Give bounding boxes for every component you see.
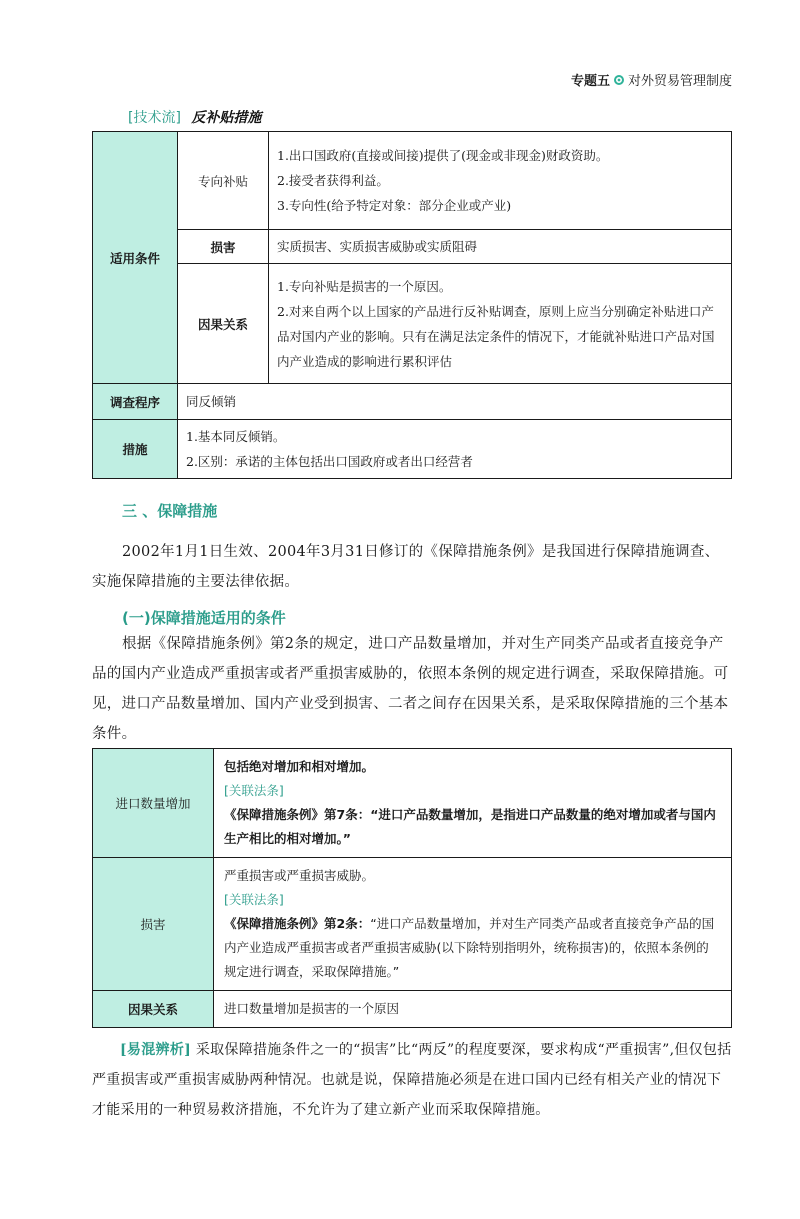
measures-cell <box>178 420 732 479</box>
tagline-title: 反补贴措施 <box>191 110 262 126</box>
quantity-cell <box>214 749 732 858</box>
measures-item: 1.基本同反倾销。 <box>186 429 286 444</box>
tech-tag: [技术流] <box>128 110 181 126</box>
causal-cell-2: 进口数量增加是损害的一个原因 <box>214 991 732 1028</box>
chapter-label: 专题五 <box>570 74 610 89</box>
section-heading: 三 、保障措施 <box>122 502 218 520</box>
damage-cell: 实质损害、实质损害威胁或实质阻碍 <box>269 230 732 264</box>
causal-header: 因果关系 <box>93 991 214 1028</box>
measures-header: 措施 <box>93 420 178 479</box>
subsidy-item: 3.专向性(给予特定对象：部分企业或产业) <box>277 198 512 213</box>
quantity-line: 包括绝对增加和相对增加。 <box>224 759 375 774</box>
law-title: 《保障措施条例》第2条： <box>224 916 371 931</box>
law-text <box>224 912 721 984</box>
subsection-heading: (一)保障措施适用的条件 <box>122 609 286 627</box>
intro-paragraph: 2002年1月1日生效、2004年3月31日修订的《保障措施条例》是我国进行保障措施调查、实施保障措施的主要法律依据。 <box>92 544 720 590</box>
note-text: 采取保障措施条件之一的“损害”比“两反”的程度要深，要求构成“严重损害”,但仅包括严重损害或严重损害威胁两种情况。也就是说，保障措施必须是在进口国内已经有相关产业的情况下才能采用的一种贸易救济措施，不允许为了建立新产业而采取保障措施。 <box>92 1042 732 1118</box>
law-tag: [关联法条] <box>224 892 284 907</box>
law-text: 《保障措施条例》第7条：“进口产品数量增加，是指进口产品数量的绝对增加或者与国内生产相比的相对增加。” <box>224 807 716 846</box>
damage-header: 损害 <box>93 858 214 991</box>
causal-item: 1.专向补贴是损害的一个原因。 <box>277 278 452 294</box>
procedure-header: 调查程序 <box>93 384 178 420</box>
damage-label: 损害 <box>178 230 269 264</box>
subsidy-item: 1.出口国政府(直接或间接)提供了(现金或非现金)财政资助。 <box>277 148 609 163</box>
subsidy-label: 专向补贴 <box>178 132 269 230</box>
law-tag: [关联法条] <box>224 783 284 798</box>
quantity-header: 进口数量增加 <box>93 749 214 858</box>
cond-header: 适用条件 <box>93 132 178 384</box>
procedure-cell: 同反倾销 <box>178 384 732 420</box>
running-header <box>571 70 732 89</box>
safeguard-conditions-table <box>92 748 732 1028</box>
conditions-paragraph: 根据《保障措施条例》第2条的规定，进口产品数量增加，并对生产同类产品或者直接竞争产品的国内产业造成严重损害或者严重损害威胁的，依照本条例的规定进行调查，采取保障措施。可见，进口产品数量增加、国内产业受到损害、二者之间存在因果关系，是采取保障措施的三个基本条件。 <box>92 636 729 742</box>
measures-item: 2.区别：承诺的主体包括出口国政府或者出口经营者 <box>186 454 473 469</box>
note-tag: [易混辨析] <box>120 1042 192 1058</box>
subsidy-item: 2.接受者获得利益。 <box>277 173 389 188</box>
law-body: “进口产品数量增加，并对生产同类产品或者直接竞争产品的国内产业造成严重损害或者严重损害威胁(以下除特别指明外，统称损害)的，依照本条例的规定进行调查，采取保障措施。” <box>224 916 715 979</box>
causal-cell <box>269 264 732 384</box>
causal-label: 因果关系 <box>178 264 269 384</box>
damage-cell-2 <box>214 858 732 991</box>
countervailing-table <box>92 131 732 479</box>
damage-line: 严重损害或严重损害威胁。 <box>224 868 375 883</box>
causal-item: 2.对来自两个以上国家的产品进行反补贴调查，原则上应当分别确定补贴进口产品对国内产业的影响。只有在满足法定条件的情况下，才能就补贴进口产品对国内产业造成的影响进行累积评估 <box>277 303 715 369</box>
subsidy-cell <box>269 132 732 230</box>
circle-bullet-icon <box>614 75 624 85</box>
distinction-note <box>92 1035 732 1125</box>
chapter-title: 对外贸易管理制度 <box>627 74 732 89</box>
section-tagline <box>128 107 261 127</box>
